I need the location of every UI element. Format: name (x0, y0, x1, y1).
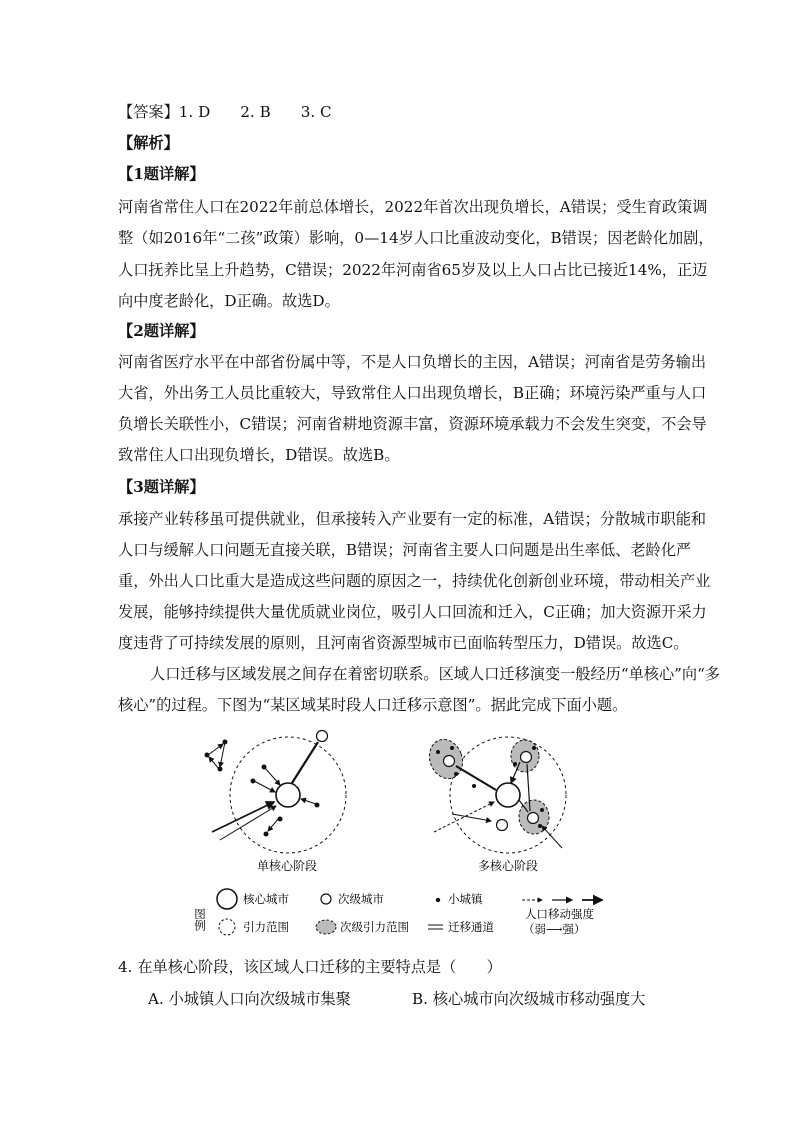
multi-core-stage (424, 735, 566, 873)
legend-migration-channel: 迁移通道 (448, 920, 494, 934)
legend (193, 889, 602, 936)
q1-detail-line: 整（如2016年“二孩”政策）影响，0—14岁人口比重波动变化，B错误；因老龄化加剧， (118, 229, 714, 247)
q2-detail-line: 负增长关联性小，C错误；河南省耕地资源丰富，资源环境承载力不会发生突变，不会导 (118, 415, 707, 433)
analysis-heading: 【解析】 (118, 134, 179, 152)
intro-line: 核心”的过程。下图为“某区域某时段人口迁移示意图”。据此完成下面小题。 (118, 696, 628, 714)
migration-diagram (190, 722, 610, 942)
legend-channel-icon (428, 925, 443, 929)
answers-line (118, 102, 332, 122)
q3-detail-line: 人口与缓解人口问题无直接关联，B错误；河南省主要人口问题是出生率低、老龄化严 (118, 541, 692, 559)
q1-detail-heading: 【1题详解】 (118, 165, 205, 183)
intro-line: 人口迁移与区域发展之间存在着密切联系。区域人口迁移演变一般经历“单核心”向“多 (150, 665, 721, 683)
q2-detail-line: 河南省医疗水平在中部省份属中等，不是人口负增长的主因，A错误；河南省是劳务输出 (118, 353, 707, 371)
q1-detail-line: 人口抚养比呈上升趋势，C错误；2022年河南省65岁及以上人口占比已接近14%，正迈 (118, 261, 708, 279)
secondary-city (444, 756, 455, 767)
q3-detail-line: 承接产业转移虽可提供就业，但承接转入产业要有一定的标准，A错误；分散城市职能和 (118, 510, 707, 528)
answer-q2: 2. B (240, 103, 271, 121)
answers-label: 【答案】 (118, 103, 179, 121)
legend-core-city: 核心城市 (243, 892, 289, 906)
single-core-stage (205, 731, 347, 874)
legend-intensity-scale: （弱⟶强） (523, 922, 586, 936)
core-city (496, 783, 520, 807)
q3-detail-line: 重，外出人口比重大是造成这些问题的原因之一，持续优化创新创业环境，带动相关产业 (118, 572, 711, 590)
secondary-city (521, 752, 532, 763)
legend-title: 图例 (193, 908, 207, 931)
answer-q1: 1. D (178, 103, 211, 121)
q2-detail-heading: 【2题详解】 (118, 322, 205, 340)
q3-detail-line: 发展，能够持续提供大量优质就业岗位，吸引人口回流和迁入，C正确；加大资源开采力 (118, 603, 707, 621)
legend-gravity-range: 引力范围 (243, 920, 289, 934)
q3-detail-heading: 【3题详解】 (118, 478, 205, 496)
q3-detail-line: 度违背了可持续发展的原则，且河南省资源型城市已面临转型压力，D错误。故选C。 (118, 634, 689, 652)
legend-small-town: 小城镇 (448, 892, 483, 906)
question4-option-b[interactable]: B. 核心城市向次级城市移动强度大 (412, 990, 646, 1008)
legend-small-town-icon (436, 898, 440, 902)
secondary-city (317, 731, 328, 742)
secondary-city (497, 820, 508, 831)
legend-secondary-city: 次级城市 (338, 892, 384, 906)
secondary-city (528, 813, 539, 824)
legend-gravity-range-icon (219, 919, 235, 935)
stage2-label: 多核心阶段 (477, 859, 539, 873)
core-city (276, 783, 300, 807)
q1-detail-line: 河南省常住人口在2022年前总体增长，2022年首次出现负增长，A错误；受生育政策调 (118, 198, 708, 216)
legend-secondary-gravity-range: 次级引力范围 (340, 920, 409, 934)
legend-core-city-icon (217, 889, 237, 909)
q2-detail-line: 致常住人口出现负增长，D错误。故选B。 (118, 446, 400, 464)
question4-stem: 4. 在单核心阶段，该区域人口迁移的主要特点是（ ） (118, 958, 502, 976)
legend-secondary-city-icon (321, 894, 331, 904)
q2-detail-line: 大省，外出务工人员比重较大，导致常住人口出现负增长，B正确；环境污染严重与人口 (118, 384, 707, 402)
answer-q3: 3. C (300, 103, 332, 121)
question4-option-a[interactable]: A. 小城镇人口向次级城市集聚 (148, 990, 351, 1008)
town-triangle (205, 740, 228, 772)
legend-intensity: 人口移动强度 (525, 907, 594, 921)
q1-detail-line: 向中度老龄化，D正确。故选D。 (118, 292, 340, 310)
stage1-label: 单核心阶段 (256, 859, 318, 873)
legend-secondary-gravity-icon (316, 920, 336, 934)
